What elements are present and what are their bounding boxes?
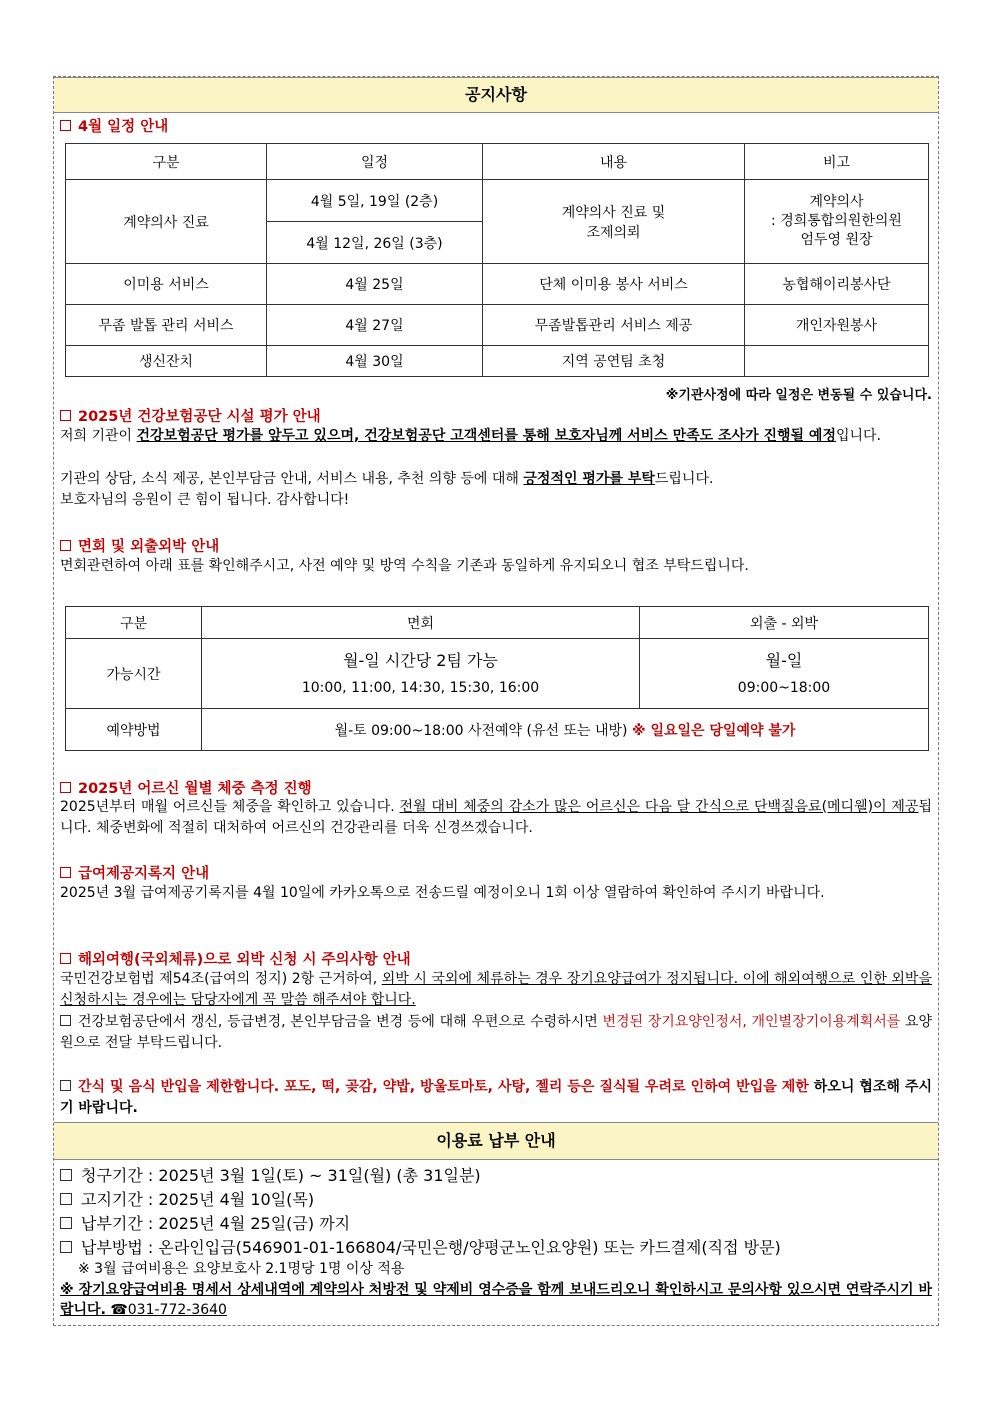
weight-heading: 2025년 어르신 월별 체중 측정 진행	[60, 777, 312, 798]
fee-title: 이용료 납부 안내	[54, 1122, 938, 1160]
foot-note: 개인자원봉사	[745, 305, 929, 346]
birthday-category: 생신잔치	[66, 346, 267, 377]
foot-category: 무좀 발톱 관리 서비스	[66, 305, 267, 346]
fee-statement-note: ※ 장기요양급여비용 명세서 상세내역에 계약의사 처방전 및 약제비 영수증을 함께 보내드리오니 확인하시고 문의사항 있으시면 연락주시기 바랍니다. ☎031-772-3640	[60, 1282, 932, 1318]
doctor-category: 계약의사 진료	[66, 180, 267, 264]
birthday-content: 지역 공연팀 초청	[483, 346, 745, 377]
beauty-category: 이미용 서비스	[66, 264, 267, 305]
header-note: 비고	[745, 144, 929, 180]
checkbox-icon	[60, 1169, 72, 1181]
fee-payment: 납부기간 : 2025년 4월 25일(금) 까지	[60, 1212, 350, 1236]
hours-label: 가능시간	[66, 639, 202, 709]
evaluation-heading: 2025년 건강보험공단 시설 평가 안내	[60, 405, 321, 426]
birthday-date: 4월 30일	[267, 346, 483, 377]
april-heading: 4월 일정 안내	[60, 115, 168, 136]
benefit-paragraph: 2025년 3월 급여제공기록지를 4월 10일에 카카오톡으로 전송드릴 예정이오니 1회 이상 열람하여 확인하여 주시기 바랍니다.	[60, 885, 825, 901]
checkbox-icon	[60, 1015, 71, 1026]
checkbox-icon	[60, 1241, 72, 1253]
checkbox-icon	[60, 953, 71, 964]
overseas-paragraph: 국민건강보험법 제54조(급여의 정지) 2항 근거하여, 외박 시 국외에 체류하는 경우 장기요양급여가 정지됩니다. 이에 해외여행으로 인한 외박을 신청하시는 경우에는 담당자에게 꼭 말씀 해주셔야 합니다.	[60, 971, 932, 1008]
hours-outing: 월-일 09:00~18:00	[640, 639, 929, 709]
header-outing: 외출 - 외박	[640, 607, 929, 639]
header-category: 구분	[66, 144, 267, 180]
reserve-label: 예약방법	[66, 709, 202, 751]
header-category: 구분	[66, 607, 202, 639]
header-visit: 면회	[202, 607, 640, 639]
document-forward-paragraph: 건강보험공단에서 갱신, 등급변경, 본인부담금을 변경 등에 대해 우편으로 수령하시면 변경된 장기요양인정서, 개인별장기이용계획서를 요양원으로 전달 부탁드립니다.	[60, 1014, 933, 1051]
fee-method: 납부방법 : 온라인입금(546901-01-166804/국민은행/양평군노인요양원) 또는 카드결제(직접 방문)	[60, 1236, 781, 1260]
hours-visit: 월-일 시간당 2팀 가능 10:00, 11:00, 14:30, 15:30, 16:00	[202, 639, 640, 709]
fee-notice: 고지기간 : 2025년 4월 10일(목)	[60, 1188, 314, 1212]
checkbox-icon	[60, 1193, 72, 1205]
doctor-date1: 4월 5일, 19일 (2층)	[267, 180, 483, 222]
evaluation-paragraph: 저희 기관이 건강보험공단 평가를 앞두고 있으며, 건강보험공단 고객센터를 통해 보호자님께 서비스 만족도 조사가 진행될 예정입니다.	[60, 428, 881, 444]
visit-heading: 면회 및 외출외박 안내	[60, 535, 219, 556]
food-restriction: 간식 및 음식 반입을 제한합니다. 포도, 떡, 곶감, 약밥, 방울토마토, 사탕, 젤리 등은 질식될 우려로 인하여 반입을 제한 하오니 협조해 주시기 바랍니다.	[60, 1079, 932, 1116]
foot-date: 4월 27일	[267, 305, 483, 346]
visit-intro: 면회관련하여 아래 표를 확인해주시고, 사전 예약 및 방역 수칙을 기존과 동일하게 유지되오니 협조 부탁드립니다.	[60, 558, 749, 574]
table-row	[66, 264, 929, 305]
april-schedule-table	[65, 143, 929, 377]
table-row	[66, 305, 929, 346]
checkbox-icon	[60, 540, 71, 551]
checkbox-icon	[60, 120, 71, 131]
table-row	[66, 346, 929, 377]
evaluation-thanks: 보호자님의 응원이 큰 힘이 됩니다. 감사합니다!	[60, 492, 350, 508]
checkbox-icon	[60, 1217, 72, 1229]
fee-billing: 청구기간 : 2025년 3월 1일(토) ~ 31일(월) (총 31일분)	[60, 1164, 481, 1188]
weight-paragraph: 2025년부터 매월 어르신들 체중을 확인하고 있습니다. 전월 대비 체중의 감소가 많은 어르신은 다음 달 간식으로 단백질음료(메디웰)이 제공됩니다. 체중변화에 적절히 대처하여 어르신의 건강관리를 더욱 신경쓰겠습니다.	[60, 799, 932, 836]
table-row	[66, 180, 929, 222]
checkbox-icon	[60, 1080, 71, 1091]
header-schedule: 일정	[267, 144, 483, 180]
doctor-content: 계약의사 진료 및 조제의뢰	[483, 180, 745, 264]
schedule-footnote: ※기관사정에 따라 일정은 변동될 수 있습니다.	[665, 388, 932, 403]
table-row	[66, 639, 929, 709]
doctor-note: 계약의사 : 경희통합의원한의원 엄두영 원장	[745, 180, 929, 264]
birthday-note	[745, 346, 929, 377]
beauty-note: 농협해이리봉사단	[745, 264, 929, 305]
reserve-method: 월-토 09:00~18:00 사전예약 (유선 또는 내방) ※ 일요일은 당일예약 불가	[202, 709, 929, 751]
foot-content: 무좀발톱관리 서비스 제공	[483, 305, 745, 346]
checkbox-icon	[60, 782, 71, 793]
table-header-row	[66, 144, 929, 180]
notice-title: 공지사항	[54, 77, 938, 113]
fee-sub-note: ※ 3월 급여비용은 요양보호사 2.1명당 1명 이상 적용	[78, 1261, 405, 1277]
visit-table	[65, 606, 929, 751]
checkbox-icon	[60, 867, 71, 878]
overseas-heading: 해외여행(국외체류)으로 외박 신청 시 주의사항 안내	[60, 948, 411, 969]
benefit-heading: 급여제공지록지 안내	[60, 862, 209, 883]
beauty-date: 4월 25일	[267, 264, 483, 305]
table-header-row	[66, 607, 929, 639]
evaluation-request: 기관의 상담, 소식 제공, 본인부담금 안내, 서비스 내용, 추천 의향 등에 대해 긍정적인 평가를 부탁드립니다.	[60, 471, 714, 487]
header-content: 내용	[483, 144, 745, 180]
doctor-date2: 4월 12일, 26일 (3층)	[267, 222, 483, 264]
beauty-content: 단체 이미용 봉사 서비스	[483, 264, 745, 305]
table-row	[66, 709, 929, 751]
checkbox-icon	[60, 410, 71, 421]
